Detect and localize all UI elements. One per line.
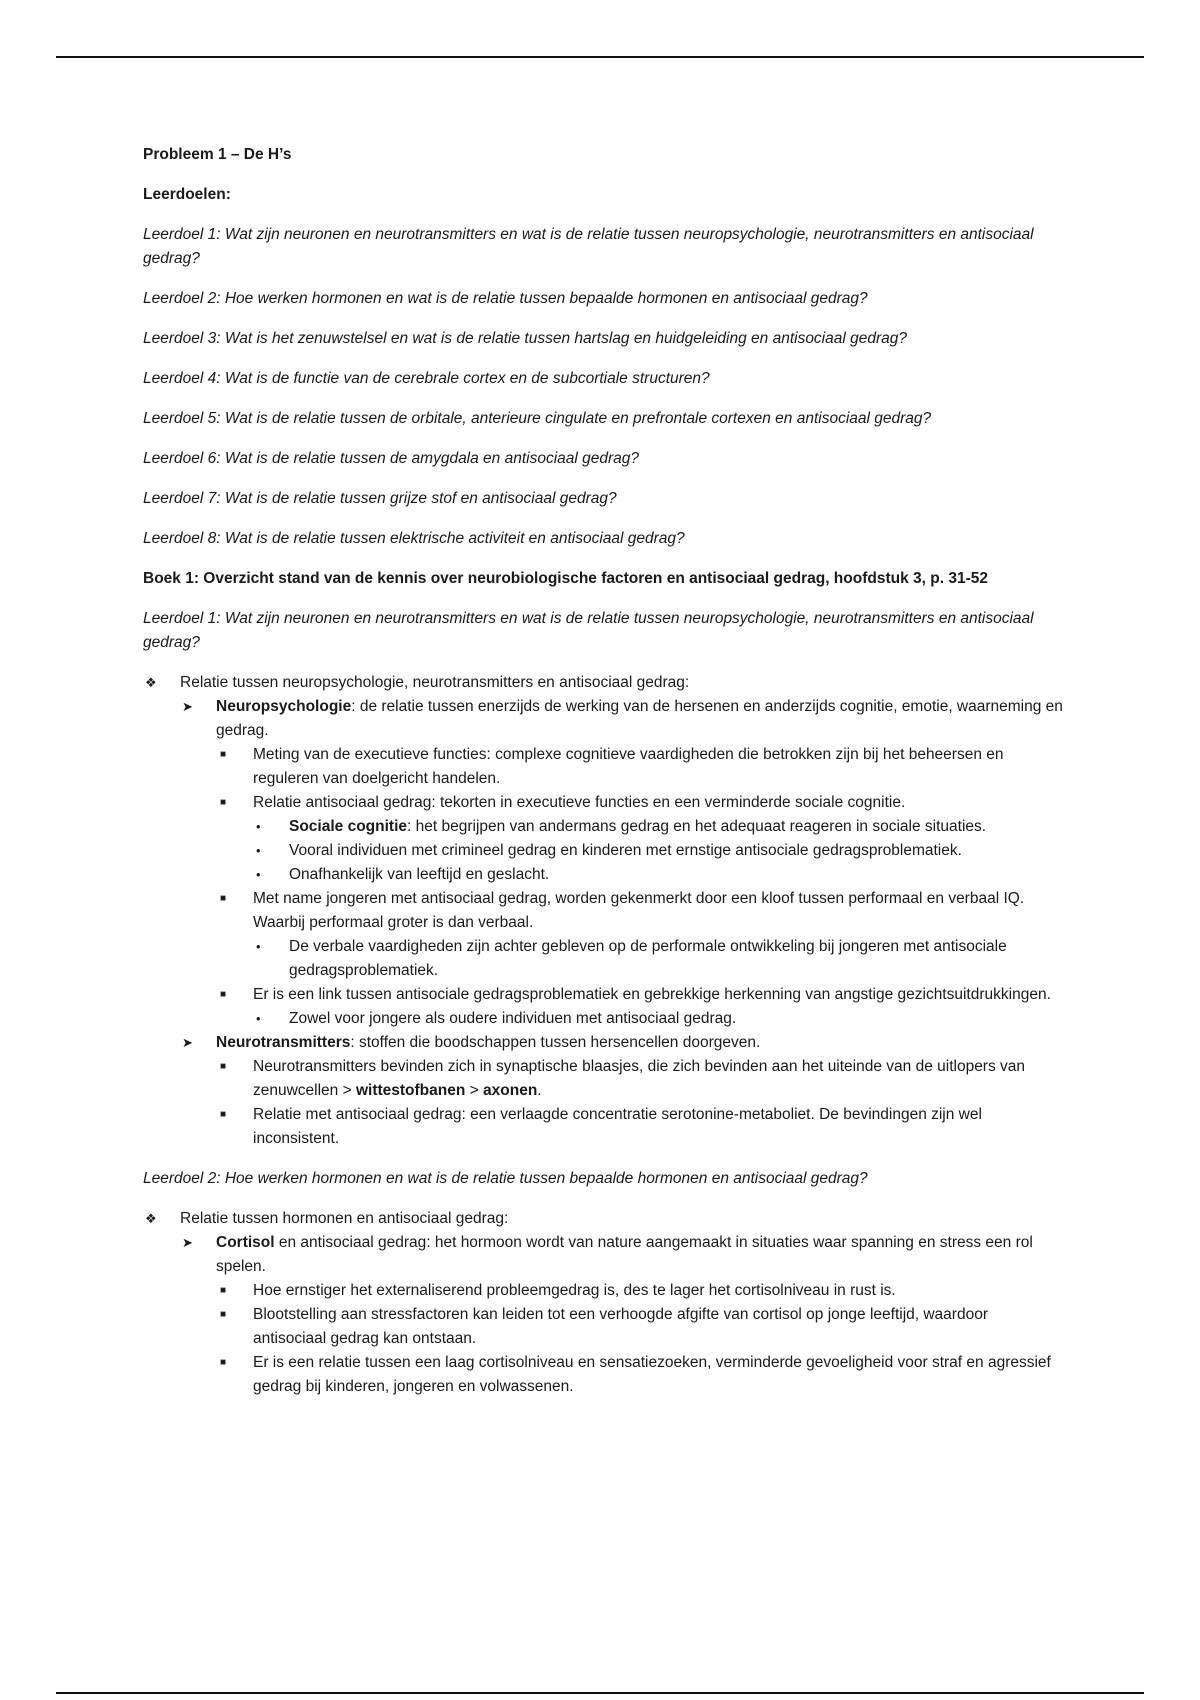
list-item: ➤ Cortisol en antisociaal gedrag: het hormoon wordt van nature aangemaakt in situaties waar spanning en stress een rol spelen. — [143, 1231, 1063, 1279]
square-bullet-icon: ■ — [220, 989, 227, 1000]
section2-goal: Leerdoel 2: Hoe werken hormonen en wat is de relatie tussen bepaalde hormonen en antisociaal gedrag? — [143, 1170, 868, 1187]
arrowhead-bullet-icon: ➤ — [182, 699, 193, 714]
dot-bullet-icon: • — [256, 867, 261, 882]
list-item: ■ Er is een link tussen antisociale gedragsproblematiek en gebrekkige herkenning van angstige gezichtsuitdrukkingen. — [143, 983, 1063, 1007]
list-item: ➤ Neurotransmitters: stoffen die boodschappen tussen hersencellen doorgeven. — [143, 1031, 1063, 1055]
list-item: ■ Met name jongeren met antisociaal gedrag, worden gekenmerkt door een kloof tussen performaal en verbaal IQ. Waarbij performaal groter is dan verbaal. — [143, 887, 1063, 935]
arrowhead-bullet-icon: ➤ — [182, 1035, 193, 1050]
list-item: ■ Meting van de executieve functies: complexe cognitieve vaardigheden die betrokken zijn bij het beheersen en reguleren van doelgericht handelen. — [143, 743, 1063, 791]
square-bullet-icon: ■ — [220, 1109, 227, 1120]
learning-goals-heading: Leerdoelen: — [143, 186, 231, 203]
dot-bullet-icon: • — [256, 819, 261, 834]
list-item: • Vooral individuen met crimineel gedrag en kinderen met ernstige antisociale gedragsproblematiek. — [143, 839, 1063, 863]
list-item: • Onafhankelijk van leeftijd en geslacht. — [143, 863, 1063, 887]
list-item: ■ Hoe ernstiger het externaliserend probleemgedrag is, des te lager het cortisolniveau in rust is. — [143, 1279, 1063, 1303]
square-bullet-icon: ■ — [220, 797, 227, 808]
list-item: • De verbale vaardigheden zijn achter gebleven op de performale ontwikkeling bij jongeren met antisociale gedragsproblematiek. — [143, 935, 1063, 983]
square-bullet-icon: ■ — [220, 1357, 227, 1368]
term: Cortisol — [216, 1234, 275, 1251]
term: Sociale cognitie — [289, 818, 408, 835]
dot-bullet-icon: • — [256, 1011, 261, 1026]
term: wittestofbanen — [355, 1082, 466, 1099]
list-item: ■ Relatie met antisociaal gedrag: een verlaagde concentratie serotonine-metaboliet. De bevindingen zijn wel inconsistent. — [143, 1103, 1063, 1151]
term: Neurotransmitters — [216, 1034, 351, 1051]
list-item: • Sociale cognitie: het begrijpen van andermans gedrag en het adequaat reageren in sociale situaties. — [143, 815, 1063, 839]
list-item: ■ Blootstelling aan stressfactoren kan leiden tot een verhoogde afgifte van cortisol op jonge leeftijd, waardoor antisociaal gedrag kan ontstaan. — [143, 1303, 1063, 1351]
learning-goal: Leerdoel 1: Wat zijn neuronen en neurotransmitters en wat is de relatie tussen neuropsychologie, neurotransmitters en antisociaal gedrag? — [143, 226, 1034, 267]
dot-bullet-icon: • — [256, 939, 261, 954]
header-rule — [56, 56, 1144, 58]
list-item: ■ Neurotransmitters bevinden zich in synaptische blaasjes, die zich bevinden aan het uiteinde van de uitlopers van zenuwcellen > wittestofbanen > axonen. — [143, 1055, 1063, 1103]
term: Neuropsychologie — [216, 698, 352, 715]
learning-goal: Leerdoel 3: Wat is het zenuwstelsel en wat is de relatie tussen hartslag en huidgeleiding en antisociaal gedrag? — [143, 330, 908, 347]
list-item: ■ Er is een relatie tussen een laag cortisolniveau en sensatiezoeken, verminderde gevoeligheid voor straf en agressief gedrag bij kinderen, jongeren en volwassenen. — [143, 1351, 1063, 1399]
list-item: • Zowel voor jongere als oudere individuen met antisociaal gedrag. — [143, 1007, 1063, 1031]
dot-bullet-icon: • — [256, 843, 261, 858]
learning-goal: Leerdoel 6: Wat is de relatie tussen de amygdala en antisociaal gedrag? — [143, 450, 640, 467]
square-bullet-icon: ■ — [220, 1309, 227, 1320]
list-item: ■ Relatie antisociaal gedrag: tekorten in executieve functies en een verminderde sociale cognitie. — [143, 791, 1063, 815]
diamond-bullet-icon: ❖ — [145, 675, 157, 690]
section2-list — [143, 1207, 1063, 1399]
footer-rule — [56, 1692, 1144, 1694]
square-bullet-icon: ■ — [220, 1285, 227, 1296]
section1-list — [143, 671, 1063, 1151]
learning-goal: Leerdoel 5: Wat is de relatie tussen de orbitale, anterieure cingulate en prefrontale cortexen en antisociaal gedrag? — [143, 410, 932, 427]
book-heading: Boek 1: Overzicht stand van de kennis over neurobiologische factoren en antisociaal gedrag, hoofdstuk 3, p. 31-52 — [143, 570, 988, 587]
square-bullet-icon: ■ — [220, 893, 227, 904]
diamond-bullet-icon: ❖ — [145, 1211, 157, 1226]
term: axonen — [483, 1082, 538, 1099]
square-bullet-icon: ■ — [220, 1061, 227, 1072]
square-bullet-icon: ■ — [220, 749, 227, 760]
list-item: ❖ Relatie tussen hormonen en antisociaal gedrag: — [143, 1207, 1063, 1231]
learning-goal: Leerdoel 7: Wat is de relatie tussen grijze stof en antisociaal gedrag? — [143, 490, 617, 507]
learning-goal: Leerdoel 4: Wat is de functie van de cerebrale cortex en de subcortiale structuren? — [143, 370, 710, 387]
list-item: ➤ Neuropsychologie: de relatie tussen enerzijds de werking van de hersenen en anderzijds cognitie, emotie, waarneming en gedrag. — [143, 695, 1063, 743]
page-title: Probleem 1 – De H’s — [143, 146, 292, 163]
arrowhead-bullet-icon: ➤ — [182, 1235, 193, 1250]
list-item: ❖ Relatie tussen neuropsychologie, neurotransmitters en antisociaal gedrag: — [143, 671, 1063, 695]
learning-goal: Leerdoel 8: Wat is de relatie tussen elektrische activiteit en antisociaal gedrag? — [143, 530, 685, 547]
document-page — [143, 143, 1063, 1399]
section1-goal: Leerdoel 1: Wat zijn neuronen en neurotransmitters en wat is de relatie tussen neuropsychologie, neurotransmitters en antisociaal gedrag? — [143, 610, 1034, 651]
learning-goal: Leerdoel 2: Hoe werken hormonen en wat is de relatie tussen bepaalde hormonen en antisociaal gedrag? — [143, 290, 868, 307]
